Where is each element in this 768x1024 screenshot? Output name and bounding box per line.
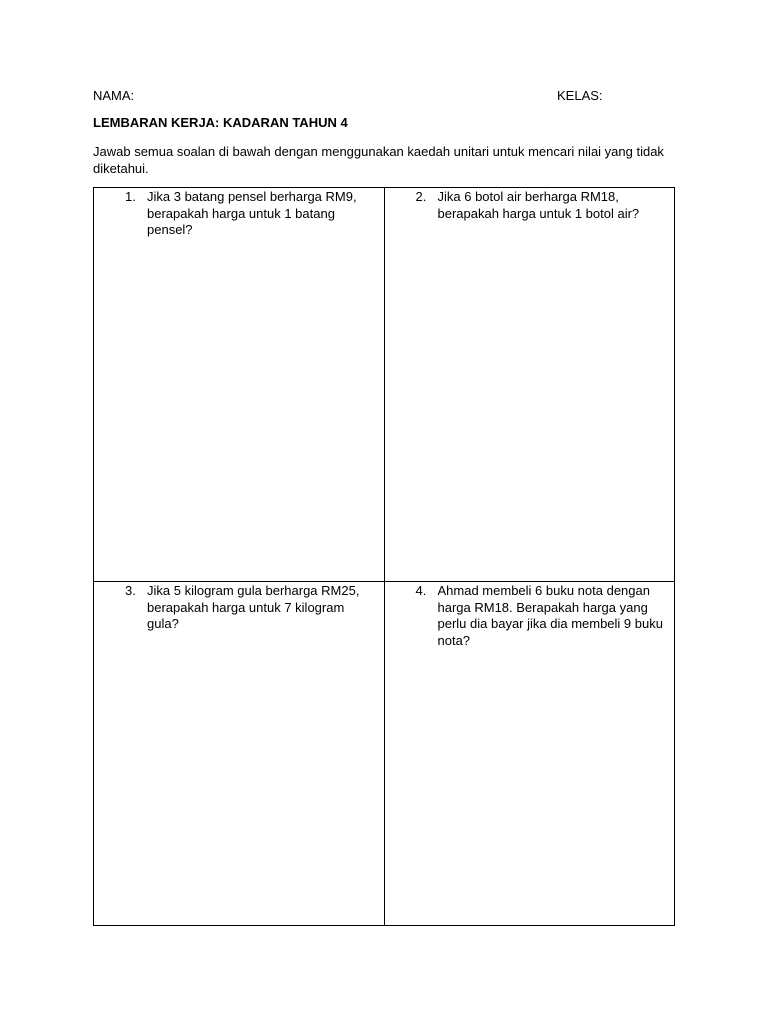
question-text: Jika 5 kilogram gula berharga RM25, berapakah harga untuk 7 kilogram gula?: [147, 583, 360, 631]
question-cell-2: [384, 188, 675, 582]
question-text: Ahmad membeli 6 buku nota dengan harga RM18. Berapakah harga yang perlu dia bayar jika dia membeli 9 buku nota?: [437, 583, 663, 648]
name-label: NAMA:: [93, 88, 135, 103]
question-number: 1.: [125, 189, 136, 204]
student-info-row: [93, 88, 675, 106]
worksheet-title: LEMBARAN KERJA: KADARAN TAHUN 4: [93, 115, 348, 130]
question-number: 3.: [125, 583, 136, 598]
question-grid: [93, 187, 675, 926]
class-label: KELAS:: [557, 88, 603, 103]
instructions-text: Jawab semua soalan di bawah dengan menggunakan kaedah unitari untuk mencari nilai yang tidak diketahui.: [93, 144, 664, 176]
question-cell-3: [94, 582, 385, 926]
question-number: 4.: [415, 583, 427, 598]
question-number: 2.: [415, 189, 427, 204]
question-cell-4: [384, 582, 675, 926]
question-text: Jika 3 batang pensel berharga RM9, berapakah harga untuk 1 batang pensel?: [147, 189, 357, 237]
question-1: [94, 188, 384, 239]
question-text: Jika 6 botol air berharga RM18, berapakah harga untuk 1 botol air?: [437, 189, 640, 221]
question-4: [385, 582, 675, 649]
question-cell-1: [94, 188, 385, 582]
question-2: [385, 188, 675, 222]
question-3: [94, 582, 384, 633]
